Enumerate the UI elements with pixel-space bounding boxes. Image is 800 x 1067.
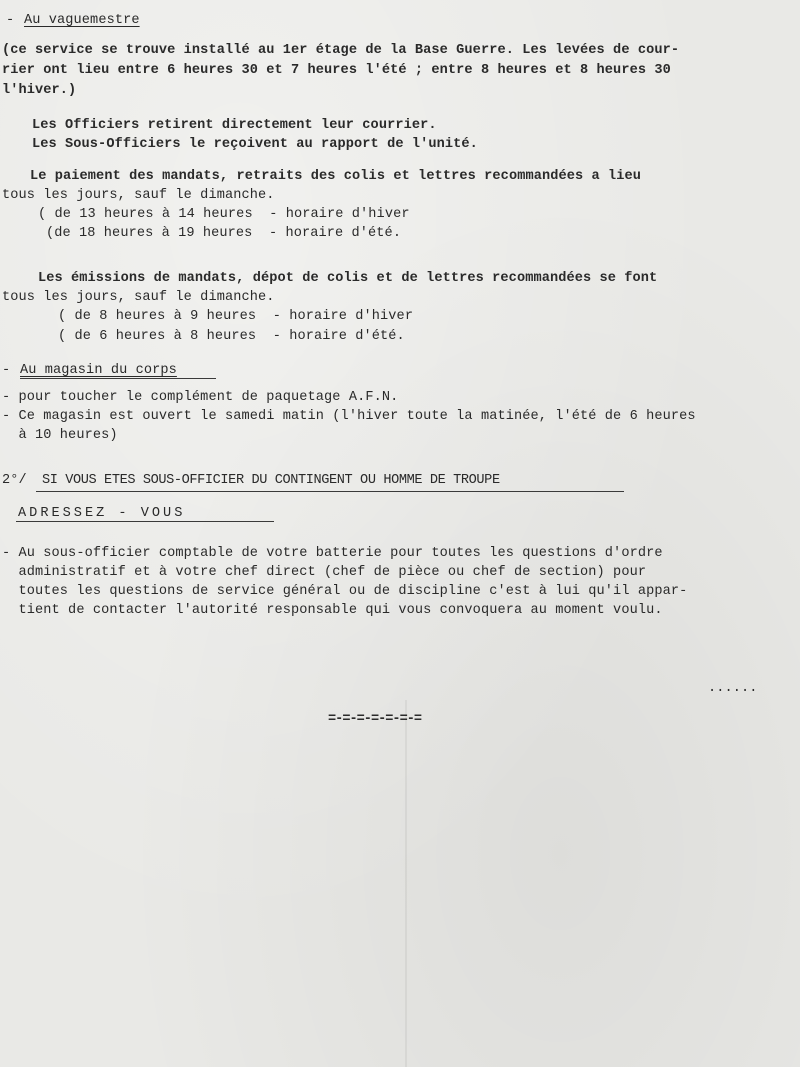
- magasin-heading: Au magasin du corps: [20, 363, 177, 378]
- vaguemestre-dash: -: [6, 13, 15, 28]
- section-2-paragraph-line-4: tient de contacter l'autorité responsable qui vous convoquera au moment voulu.: [2, 603, 663, 618]
- payment-hours-summer: (de 18 heures à 19 heures - horaire d'été.: [46, 226, 402, 241]
- vaguemestre-para-line-2: rier ont lieu entre 6 heures 30 et 7 heures l'été ; entre 8 heures et 8 heures 30: [2, 63, 671, 78]
- section-2-subheading-rule: [16, 521, 274, 522]
- magasin-item-1: - pour toucher le complément de paquetage A.F.N.: [2, 390, 399, 405]
- emission-hours-summer: ( de 6 heures à 8 heures - horaire d'été.: [58, 329, 405, 344]
- section-2-heading: SI VOUS ETES SOUS-OFFICIER DU CONTINGENT OU HOMME DE TROUPE: [42, 473, 500, 488]
- section-2-paragraph-line-3: toutes les questions de service général ou de discipline c'est à lui qu'il appar-: [2, 584, 688, 599]
- vaguemestre-para-line-3: l'hiver.): [2, 83, 77, 98]
- section-2-paragraph-line-2: administratif et à votre chef direct (chef de pièce ou chef de section) pour: [2, 565, 647, 580]
- section-2-subheading: ADRESSEZ - VOUS: [18, 506, 186, 521]
- magasin-item-2: - Ce magasin est ouvert le samedi matin (l'hiver toute la matinée, l'été de 6 heures: [2, 409, 696, 424]
- section-2-heading-rule: [36, 491, 624, 492]
- emission-hours-winter: ( de 8 heures à 9 heures - horaire d'hiver: [58, 309, 414, 324]
- continuation-mark: ......: [708, 681, 758, 696]
- magasin-dash: -: [2, 363, 11, 378]
- paper-fold: [405, 700, 407, 1067]
- vaguemestre-heading: Au vaguemestre: [24, 13, 140, 28]
- emissions-line-2: tous les jours, sauf le dimanche.: [2, 290, 275, 305]
- vaguemestre-para-line-1: (ce service se trouve installé au 1er étage de la Base Guerre. Les levées de cour-: [2, 43, 680, 58]
- emissions-line-1: Les émissions de mandats, dépot de colis et de lettres recommandées se font: [38, 271, 658, 286]
- officers-line: Les Officiers retirent directement leur courrier.: [32, 118, 437, 133]
- end-separator: =-=-=-=-=-=-=: [328, 712, 422, 727]
- sous-officers-line: Les Sous-Officiers le reçoivent au rapport de l'unité.: [32, 137, 478, 152]
- magasin-item-3: à 10 heures): [2, 428, 118, 443]
- section-2-number: 2°/: [2, 473, 27, 488]
- payment-line-2: tous les jours, sauf le dimanche.: [2, 188, 275, 203]
- magasin-heading-rule: [20, 378, 216, 379]
- payment-line-1: Le paiement des mandats, retraits des colis et lettres recommandées a lieu: [30, 169, 642, 184]
- payment-hours-winter: ( de 13 heures à 14 heures - horaire d'hiver: [38, 207, 410, 222]
- section-2-paragraph-line-1: - Au sous-officier comptable de votre batterie pour toutes les questions d'ordre: [2, 546, 663, 561]
